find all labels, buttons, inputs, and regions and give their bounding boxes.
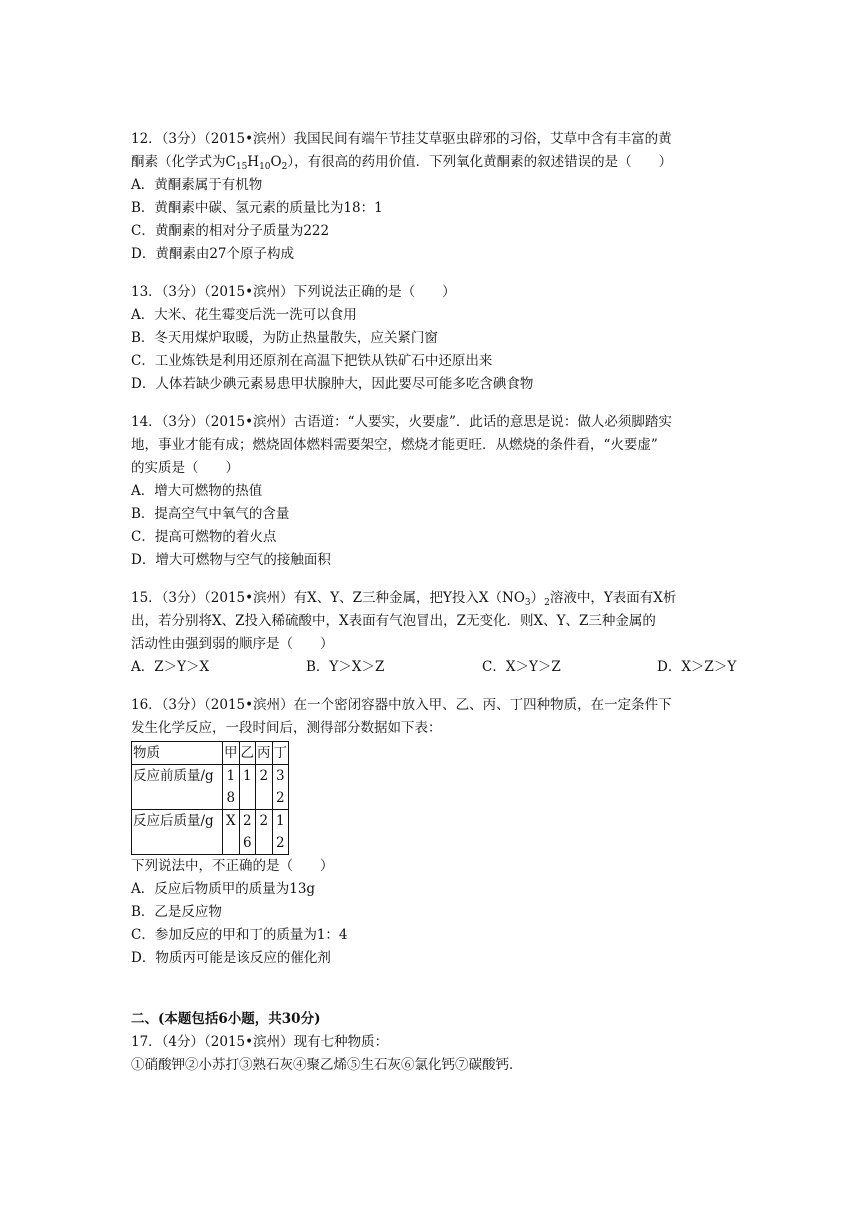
question-16-line-2: 发生化学反应，一段时间后，测得部分数据如下表： — [131, 720, 442, 736]
formula-h: H — [247, 154, 260, 170]
option-c: C．黄酮素的相对分子质量为222 — [131, 223, 330, 239]
mass-data-table — [131, 741, 289, 855]
question-12-line-1: 12．（3分）（2015•滨州）我国民间有端午节挂艾草驱虫辟邪的习俗，艾草中含有丰富的黄 — [131, 131, 672, 147]
table-row-label: 反应前质量/g — [132, 765, 223, 810]
option-d: D．黄酮素由27个原子构成 — [131, 246, 295, 262]
option-d: D．X＞Z＞Y — [657, 659, 737, 675]
question-15-paren: ） — [530, 590, 545, 606]
question-12-line-2 — [131, 151, 737, 174]
question-16 — [131, 694, 737, 970]
question-14-line-2: 地，事业才能有成；燃烧固体燃料需要架空，燃烧才能更旺．从燃烧的条件看，“火要虚” — [131, 437, 658, 453]
option-b: B．黄酮素中碳、氢元素的质量比为18：1 — [131, 200, 383, 216]
options-row — [131, 656, 737, 679]
table-row — [132, 765, 289, 810]
question-13-line-1: 13．（3分）（2015•滨州）下列说法正确的是（ ） — [131, 284, 456, 300]
option-b: B．乙是反应物 — [131, 904, 222, 920]
option-a: A．反应后物质甲的质量为13g — [131, 881, 316, 897]
option-a: A．黄酮素属于有机物 — [131, 177, 263, 193]
formula-sub-2: 2 — [544, 598, 550, 608]
table-header-row — [132, 742, 289, 765]
table-row — [132, 810, 289, 855]
table-header-cell: 丁 — [272, 742, 289, 765]
table-cell: 2 — [256, 765, 273, 810]
question-15-line-1 — [131, 587, 737, 610]
option-a: A．大米、花生霉变后洗一洗可以食用 — [131, 307, 357, 323]
section-2 — [131, 1008, 737, 1077]
formula-sub-o: 2 — [281, 162, 288, 172]
section-2-title: 二、(本题包括6小题，共30分) — [131, 1011, 321, 1027]
question-14-line-1: 14．（3分）（2015•滨州）古语道：“人要实，火要虚”．此话的意思是说：做人必须脚踏实 — [131, 414, 672, 430]
table-row-label: 反应后质量/g — [132, 810, 223, 855]
question-14-line-3: 的实质是（ ） — [131, 460, 239, 476]
question-17-line-2: ①硝酸钾②小苏打③熟石灰④聚乙烯⑤生石灰⑥氯化钙⑦碳酸钙． — [131, 1057, 523, 1073]
option-d: D．人体若缺少碘元素易患甲状腺肿大，因此要尽可能多吃含碘食物 — [131, 376, 534, 392]
table-cell: 18 — [223, 765, 240, 810]
option-c: C．参加反应的甲和丁的质量为1：4 — [131, 927, 348, 943]
question-15-line-3: 活动性由强到弱的顺序是（ ） — [131, 636, 334, 652]
table-header-cell: 乙 — [239, 742, 256, 765]
table-header-cell: 甲 — [223, 742, 240, 765]
question-15-line-1-start: 15．（3分）（2015•滨州）有X、Y、Z三种金属，把Y投入X（NO — [131, 590, 525, 606]
question-13 — [131, 281, 737, 396]
table-cell: 12 — [272, 810, 289, 855]
option-b: B．Y＞X＞Z — [306, 659, 385, 675]
question-12-line-2-end: ），有很高的药用价值．下列氧化黄酮素的叙述错误的是（ ） — [287, 154, 673, 170]
option-b: B．冬天用煤炉取暖，为防止热量散失，应关紧门窗 — [131, 330, 438, 346]
option-c: C．提高可燃物的着火点 — [131, 529, 277, 545]
formula-sub-c: 15 — [235, 162, 248, 172]
exam-content — [131, 128, 737, 1077]
option-c: C．工业炼铁是利用还原剂在高温下把铁从铁矿石中还原出来 — [131, 353, 493, 369]
question-15-line-1-end: 溶液中，Y表面有X析 — [549, 590, 677, 606]
table-cell: X — [223, 810, 240, 855]
table-cell: 32 — [272, 765, 289, 810]
table-cell: 2 — [256, 810, 273, 855]
question-15 — [131, 587, 737, 679]
question-12-line-2-start: 酮素（化学式为C — [131, 154, 236, 170]
table-header-cell: 丙 — [256, 742, 273, 765]
option-b: B．提高空气中氧气的含量 — [131, 506, 290, 522]
formula-o: O — [270, 154, 282, 170]
table-cell: 26 — [239, 810, 256, 855]
question-16-line-1: 16．（3分）（2015•滨州）在一个密闭容器中放入甲、乙、丙、丁四种物质，在一定条件下 — [131, 697, 672, 713]
option-d: D．物质丙可能是该反应的催化剂 — [131, 950, 331, 966]
question-15-line-2: 出，若分别将X、Z投入稀硫酸中，X表面有气泡冒出，Z无变化．则X、Y、Z三种金属的 — [131, 613, 656, 629]
question-17-line-1: 17．（4分）（2015•滨州）现有七种物质： — [131, 1034, 389, 1050]
formula-sub-h: 10 — [259, 162, 271, 172]
question-16-prompt: 下列说法中，不正确的是（ ） — [131, 858, 334, 874]
option-a: A．增大可燃物的热值 — [131, 483, 263, 499]
formula-sub-3: 3 — [524, 598, 531, 608]
option-a: A．Z＞Y＞X — [131, 659, 210, 675]
table-cell: 1 — [239, 765, 256, 810]
question-14 — [131, 411, 737, 572]
option-d: D．增大可燃物与空气的接触面积 — [131, 552, 331, 568]
option-c: C．X＞Y＞Z — [482, 659, 561, 675]
table-header-cell: 物质 — [132, 742, 223, 765]
question-12 — [131, 128, 737, 266]
